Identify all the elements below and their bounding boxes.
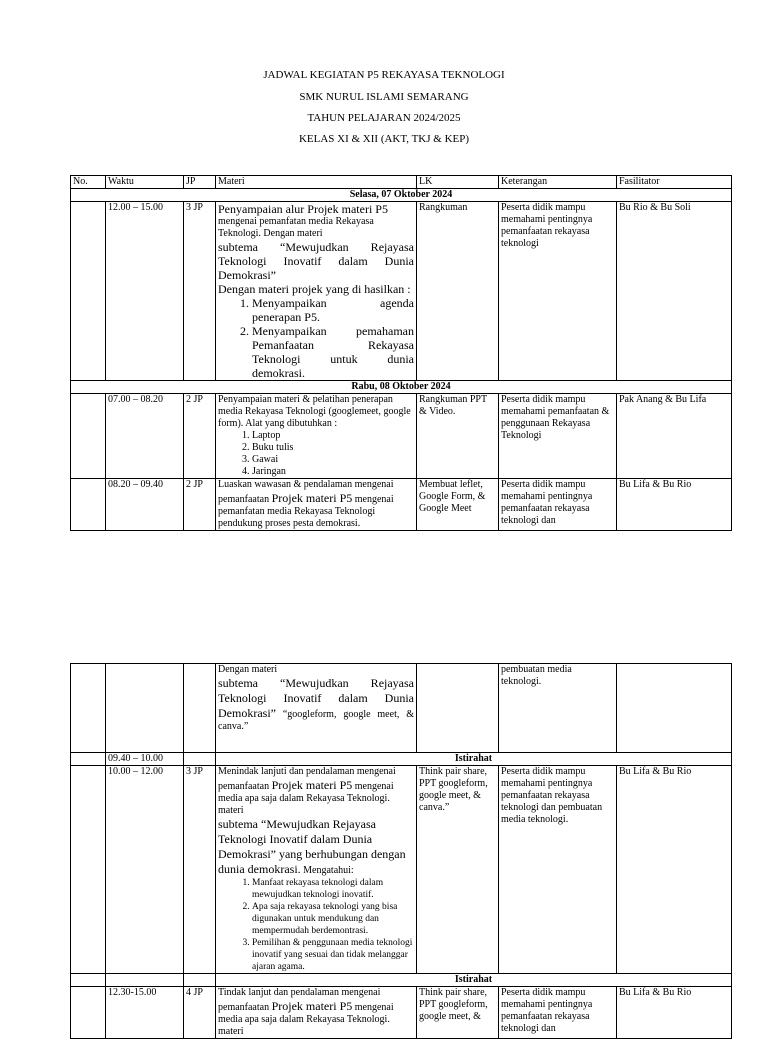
materi-text-large: subtema “Mewujudkan Rejayasa Teknologi Inovatif dalam Dunia Demokrasi” — [218, 676, 414, 720]
day-label: Selasa, 07 Oktober 2024 — [71, 189, 732, 202]
list-item: 3. Gawai — [252, 454, 414, 466]
table-row — [71, 479, 732, 531]
cell-no — [71, 664, 106, 753]
cell-no — [71, 974, 106, 987]
materi-text: mengenai media apa saja dalam Rekayasa Teknologi. materi — [218, 1002, 394, 1037]
cell-fasilitator: Bu Lifa & Bu Rio — [617, 479, 732, 531]
break-row — [71, 753, 732, 766]
cell-keterangan: Peserta didik mampu memahami pemanfaatan & penggunaan Rekayasa Teknologi — [499, 394, 617, 479]
school-name: SMK NURUL ISLAMI SEMARANG — [299, 91, 469, 103]
cell-lk: Membuat leflet, Google Form, & Google Meet — [417, 479, 499, 531]
list-item: 1. Menyampaikan agenda penerapan P5. — [252, 296, 414, 324]
cell-no — [71, 202, 106, 381]
academic-year: TAHUN PELAJARAN 2024/2025 — [307, 112, 461, 124]
cell-jp: 3 JP — [184, 202, 216, 381]
col-materi: Materi — [216, 176, 417, 189]
cell-keterangan: Peserta didik mampu memahami pentingnya pemanfaatan rekayasa teknologi dan — [499, 987, 617, 1039]
cell-fasilitator: Bu Rio & Bu Soli — [617, 202, 732, 381]
day-row — [71, 189, 732, 202]
col-fasilitator: Fasilitator — [617, 176, 732, 189]
table-row — [71, 664, 732, 753]
cell-materi — [216, 987, 417, 1039]
col-lk: LK — [417, 176, 499, 189]
table-row — [71, 202, 732, 381]
materi-text: mengenai media apa saja dalam Rekayasa Teknologi. materi — [218, 781, 394, 816]
col-waktu: Waktu — [106, 176, 184, 189]
list-item: 1. Laptop — [252, 430, 414, 442]
cell-no — [71, 753, 106, 766]
cell-materi — [216, 394, 417, 479]
cell-no — [71, 394, 106, 479]
cell-no — [71, 987, 106, 1039]
cell-keterangan: pembuatan media teknologi. — [499, 664, 617, 753]
table-row — [71, 766, 732, 974]
cell-lk: Think pair share, PPT googleform, google meet, & canva.” — [417, 766, 499, 974]
cell-lk: Rangkuman PPT & Video. — [417, 394, 499, 479]
class-info: KELAS XI & XII (AKT, TKJ & KEP) — [298, 133, 470, 145]
materi-text-large: Projek materi P5 — [271, 999, 353, 1013]
materi-text: Mengatahui: — [300, 865, 354, 876]
cell-waktu: 12.00 – 15.00 — [106, 202, 184, 381]
materi-text-large: Projek materi P5 — [271, 778, 353, 792]
cell-keterangan: Peserta didik mampu memahami pentingnya pemanfaatan rekayasa teknologi dan pembuatan media teknologi. — [499, 766, 617, 974]
table-header-row — [71, 176, 732, 189]
col-keterangan: Keterangan — [499, 176, 617, 189]
schedule-table-page1 — [70, 175, 732, 531]
materi-text: mengenai pemanfatan media Rekayasa Teknologi pendukung proses pesta demokrasi. — [218, 494, 394, 529]
break-label: Istirahat — [216, 974, 732, 987]
materi-text: Menindak lanjuti dan pendalaman mengenai pemanfaatan — [218, 766, 396, 792]
list-item: 4. Jaringan — [252, 466, 414, 478]
materi-text-large: Projek materi P5 — [271, 491, 353, 505]
cell-waktu — [106, 974, 184, 987]
materi-line: Penyampaian materi & pelatihan penerapan media Rekayasa Teknologi (googlemeet, google form). Alat yang dibutuhkan : — [218, 394, 411, 429]
cell-materi — [216, 664, 417, 753]
table-row — [71, 987, 732, 1039]
cell-lk — [417, 664, 499, 753]
cell-jp: 2 JP — [184, 479, 216, 531]
list-item: 2. Apa saja rekayasa teknologi yang bisa digunakan untuk mendukung dan mempermudah berdemontrasi. — [252, 901, 414, 937]
table-row — [71, 394, 732, 479]
materi-text: Tindak lanjut dan pendalaman mengenai pemanfaatan — [218, 987, 381, 1013]
cell-waktu: 07.00 – 08.20 — [106, 394, 184, 479]
cell-fasilitator: Bu Lifa & Bu Rio — [617, 987, 732, 1039]
cell-waktu: 08.20 – 09.40 — [106, 479, 184, 531]
list-item: 3. Pemilihan & penggunaan media teknologi inovatif yang sesuai dan tidak melanggar ajaran agama. — [252, 937, 414, 973]
materi-list — [218, 430, 414, 478]
list-item: 2. Menyampaikan pemahaman Pemanfaatan Rekayasa Teknologi untuk dunia demokrasi. — [252, 324, 414, 380]
materi-text: “googleform, google meet, & canva.” — [218, 709, 414, 732]
cell-jp — [184, 974, 216, 987]
cell-jp: 4 JP — [184, 987, 216, 1039]
cell-waktu: 10.00 – 12.00 — [106, 766, 184, 974]
cell-fasilitator: Pak Anang & Bu Lifa — [617, 394, 732, 479]
materi-line: Dengan materi — [218, 664, 278, 675]
cell-no — [71, 766, 106, 974]
cell-keterangan: Peserta didik mampu memahami pentingnya pemanfaatan rekayasa teknologi dan — [499, 479, 617, 531]
materi-line: mengenai pemanfatan media Rekayasa Teknologi. Dengan materi — [218, 216, 374, 239]
day-row — [71, 381, 732, 394]
materi-subtema: subtema “Mewujudkan Rejayasa Teknologi Inovatif dalam Dunia Demokrasi” yang berhubungan dengan dunia demokrasi. — [218, 817, 406, 876]
materi-subtema: subtema “Mewujudkan Rejayasa Teknologi Inovatif dalam Dunia Demokrasi” — [218, 240, 414, 282]
cell-waktu — [106, 664, 184, 753]
materi-line: Penyampaian alur Projek materi P5 — [218, 202, 388, 216]
cell-no — [71, 479, 106, 531]
schedule-table-page2 — [70, 663, 732, 1039]
cell-lk: Think pair share, PPT googleform, google meet, & — [417, 987, 499, 1039]
day-label: Rabu, 08 Oktober 2024 — [71, 381, 732, 394]
materi-list — [218, 877, 414, 973]
materi-subtema — [218, 676, 414, 733]
cell-lk: Rangkuman — [417, 202, 499, 381]
cell-waktu: 12.30-15.00 — [106, 987, 184, 1039]
materi-text: Luaskan wawasan & pendalaman mengenai pemanfaatan — [218, 479, 394, 505]
cell-fasilitator — [617, 664, 732, 753]
cell-jp: 2 JP — [184, 394, 216, 479]
list-item: 1. Manfaat rekayasa teknologi dalam mewujudkan teknologi inovatif. — [252, 877, 414, 901]
cell-waktu: 09.40 – 10.00 — [106, 753, 184, 766]
materi-line: Dengan materi projek yang di hasilkan : — [218, 282, 411, 296]
materi-line — [218, 817, 414, 877]
cell-materi — [216, 202, 417, 381]
cell-fasilitator: Bu Lifa & Bu Rio — [617, 766, 732, 974]
materi-list — [218, 296, 414, 380]
doc-title: JADWAL KEGIATAN P5 REKAYASA TEKNOLOGI — [263, 69, 505, 81]
materi-line — [218, 766, 414, 817]
col-jp: JP — [184, 176, 216, 189]
cell-materi — [216, 479, 417, 531]
cell-jp: 3 JP — [184, 766, 216, 974]
break-label: Istirahat — [216, 753, 732, 766]
cell-jp — [184, 664, 216, 753]
list-item: 2. Buku tulis — [252, 442, 414, 454]
cell-materi — [216, 766, 417, 974]
cell-jp — [184, 753, 216, 766]
cell-keterangan: Peserta didik mampu memahami pentingnya pemanfaatan rekayasa teknologi — [499, 202, 617, 381]
col-no: No. — [71, 176, 106, 189]
break-row — [71, 974, 732, 987]
